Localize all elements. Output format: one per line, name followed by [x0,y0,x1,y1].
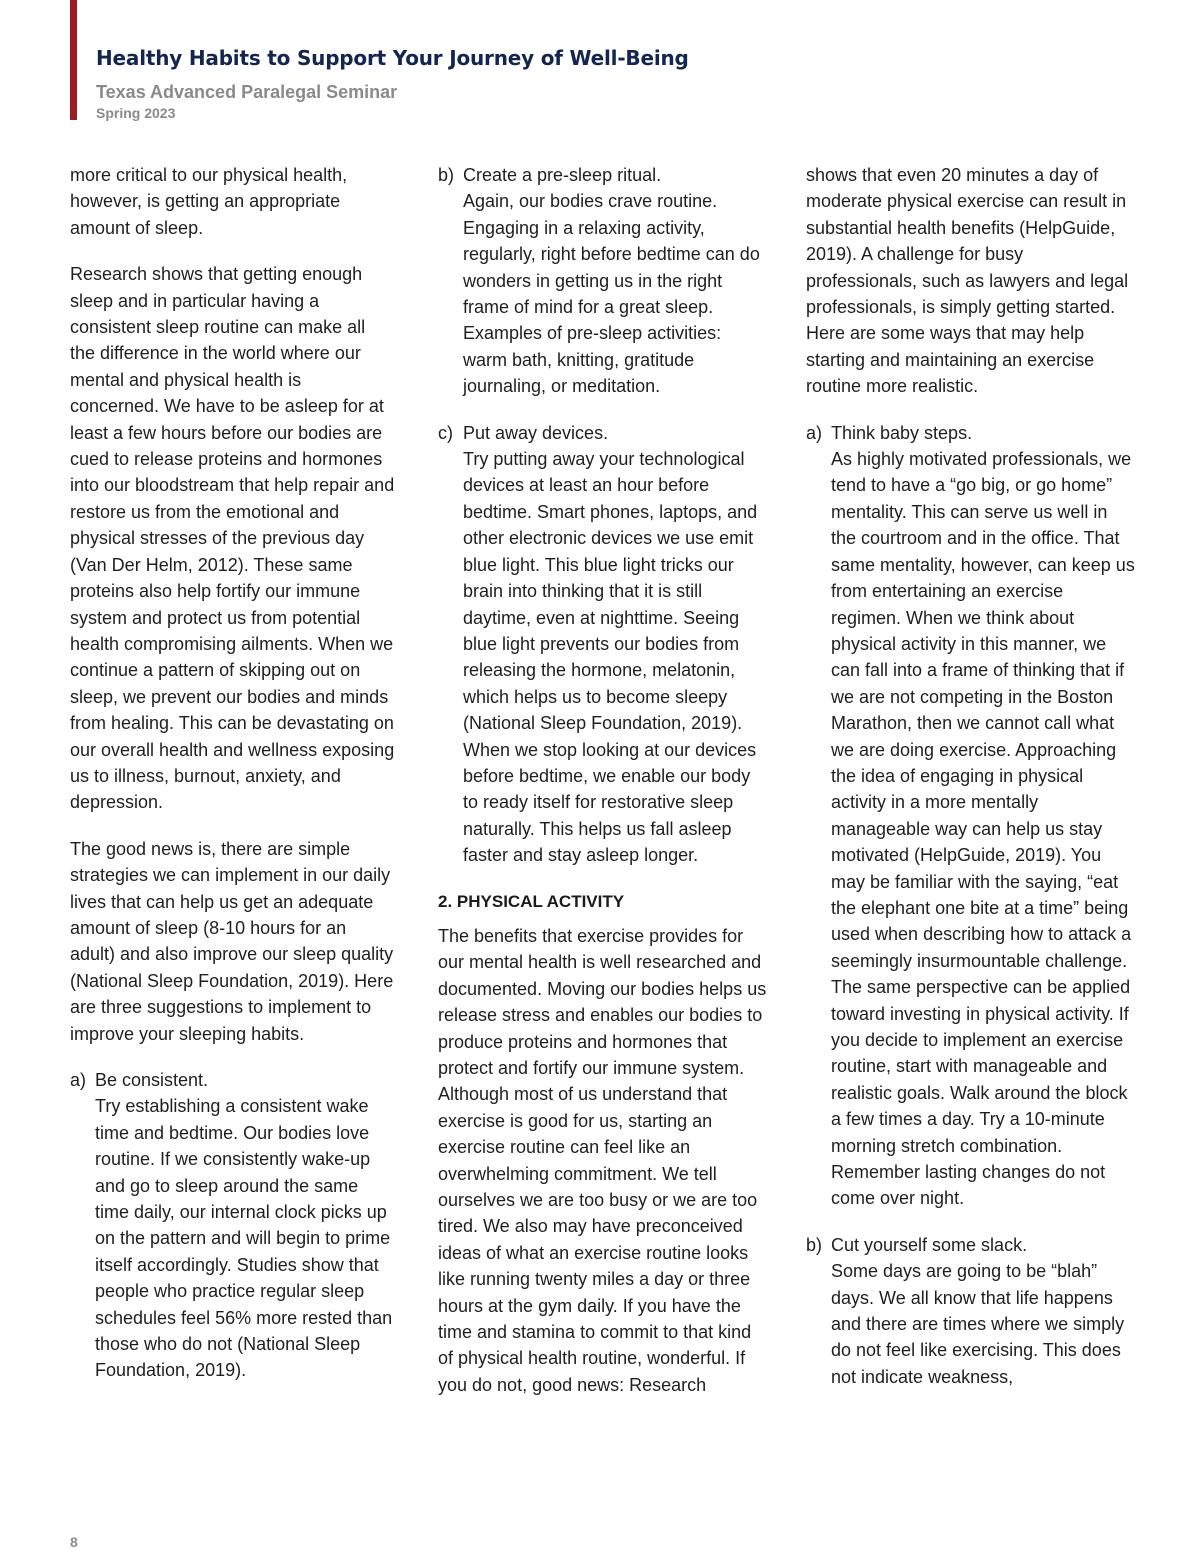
list-item-text: Again, our bodies crave routine. Engaging in a relaxing activity, regularly, right before bedtime can do wonders in getting us in the right frame of mind for a great sleep. Examples of pre-sleep activities: warm bath, knitting, gratitude journaling, or meditation. [463,191,760,397]
list-marker: b) [438,165,455,185]
paragraph: Research shows that getting enough sleep and in particular having a consistent sleep routine can make all the difference in the world where our mental and physical health is concerned. We have to be asleep for at least a few hours before our bodies are cued to release proteins and hormones into our bloodstream that help repair and restore us from the emotional and physical stresses of the previous day (Van Der Helm, 2012). These same proteins also help fortify our immune system and protect us from potential health compromising ailments. When we continue a pattern of skipping out on sleep, we prevent our bodies and minds from healing. This can be devastating on our overall health and wellness exposing us to illness, burnout, anxiety, and depression. [70,264,395,813]
list-item-text: Try putting away your technological devices at least an hour before bedtime. Smart phones, laptops, and other electronic devices we use emit blue light. This blue light tricks our brain into thinking that it is still daytime, even at nighttime. Seeing blue light prevents our bodies from releasing the hormone, melatonin, which helps us to become sleepy (National Sleep Foundation, 2019). When we stop looking at our devices before bedtime, we enable our body to ready itself for restorative sleep naturally. This helps us fall asleep faster and stay asleep longer. [463,449,758,866]
list-item-heading: Cut yourself some slack. [831,1234,1028,1255]
list-item-heading: Create a pre-sleep ritual. [463,165,662,185]
list-item-text: Try establishing a consistent wake time and bedtime. Our bodies love routine. If we consistently wake-up and go to sleep around the same time daily, our internal clock picks up on the pattern and will begin to prime itself accordingly. Studies show that people who practice regular sleep schedules feel 56% more rested than those who do not (National Sleep Foundation, 2019). [95,1096,393,1381]
section-heading-physical-activity: 2. PHYSICAL ACTIVITY [438,891,625,911]
paragraph: shows that even 20 minutes a day of moderate physical exercise can result in substantial health benefits (HelpGuide, 2019). A challenge for busy professionals, such as lawyers and legal professionals, is simply getting started. Here are some ways that may help starting and maintaining an exercise routine more realistic. [806,165,1129,397]
list-marker: a) [806,422,823,443]
list-item-put-away-devices [438,420,768,869]
list-item-heading: Be consistent. [95,1070,209,1090]
list-item-cut-slack [806,1232,1136,1390]
list-marker: b) [806,1234,823,1255]
list-item-pre-sleep-ritual [438,162,768,400]
document-term: Spring 2023 [96,105,176,121]
list-marker: c) [438,422,453,443]
document-subtitle: Texas Advanced Paralegal Seminar [96,82,398,102]
list-item-be-consistent [70,1067,395,1384]
list-item-text: Some days are going to be “blah” days. We all know that life happens and there are times where we simply do not feel like exercising. This does not indicate weakness, [831,1261,1125,1387]
header-accent-bar [70,0,77,120]
page-number: 8 [70,1534,78,1550]
list-item-baby-steps [806,420,1136,1212]
document-title: Healthy Habits to Support Your Journey of Well-Being [96,46,689,70]
list-item-heading: Think baby steps. [831,422,973,443]
paragraph: The benefits that exercise provides for our mental health is well researched and documented. Moving our bodies helps us release stress and enables our bodies to produce proteins and hormones that protect and fortify our immune system. Although most of us understand that exercise is good for us, starting an exercise routine can feel like an overwhelming commitment. We tell ourselves we are too busy or we are too tired. We also may have preconceived ideas of what an exercise routine looks like running twenty miles a day or three hours at the gym daily. If you have the time and stamina to commit to that kind of physical health routine, wonderful. If you do not, good news: Research [438,925,767,1395]
column-right [806,162,1136,1410]
paragraph: The good news is, there are simple strategies we can implement in our daily lives that can help us get an adequate amount of sleep (8-10 hours for an adult) and also improve our sleep quality (National Sleep Foundation, 2019). Here are three suggestions to implement to improve your sleeping habits. [70,838,394,1044]
list-item-text: As highly motivated professionals, we tend to have a “go big, or go home” mentality. This can serve us well in the courtroom and in the office. That same mentality, however, can keep us from entertaining an exercise regimen. When we think about physical activity in this manner, we can fall into a frame of thinking that if we are not competing in the Boston Marathon, then we cannot call what we are doing exercise. Approaching the idea of engaging in physical activity in a more mentally manageable way can help us stay motivated (HelpGuide, 2019). You may be familiar with the saying, “eat the elephant one bite at a time” being used when describing how to attack a seemingly insurmountable challenge. The same perspective can be applied toward investing in physical activity. If you decide to implement an exercise routine, start with manageable and realistic goals. Walk around the block a few times a day. Try a 10-minute morning stretch combination. Remember lasting changes do not come over night. [831,449,1135,1209]
column-left [70,162,395,1404]
list-marker: a) [70,1070,87,1090]
list-item-heading: Put away devices. [463,422,609,443]
paragraph: more critical to our physical health, however, is getting an appropriate amount of sleep. [70,165,348,238]
column-middle [438,162,768,1418]
